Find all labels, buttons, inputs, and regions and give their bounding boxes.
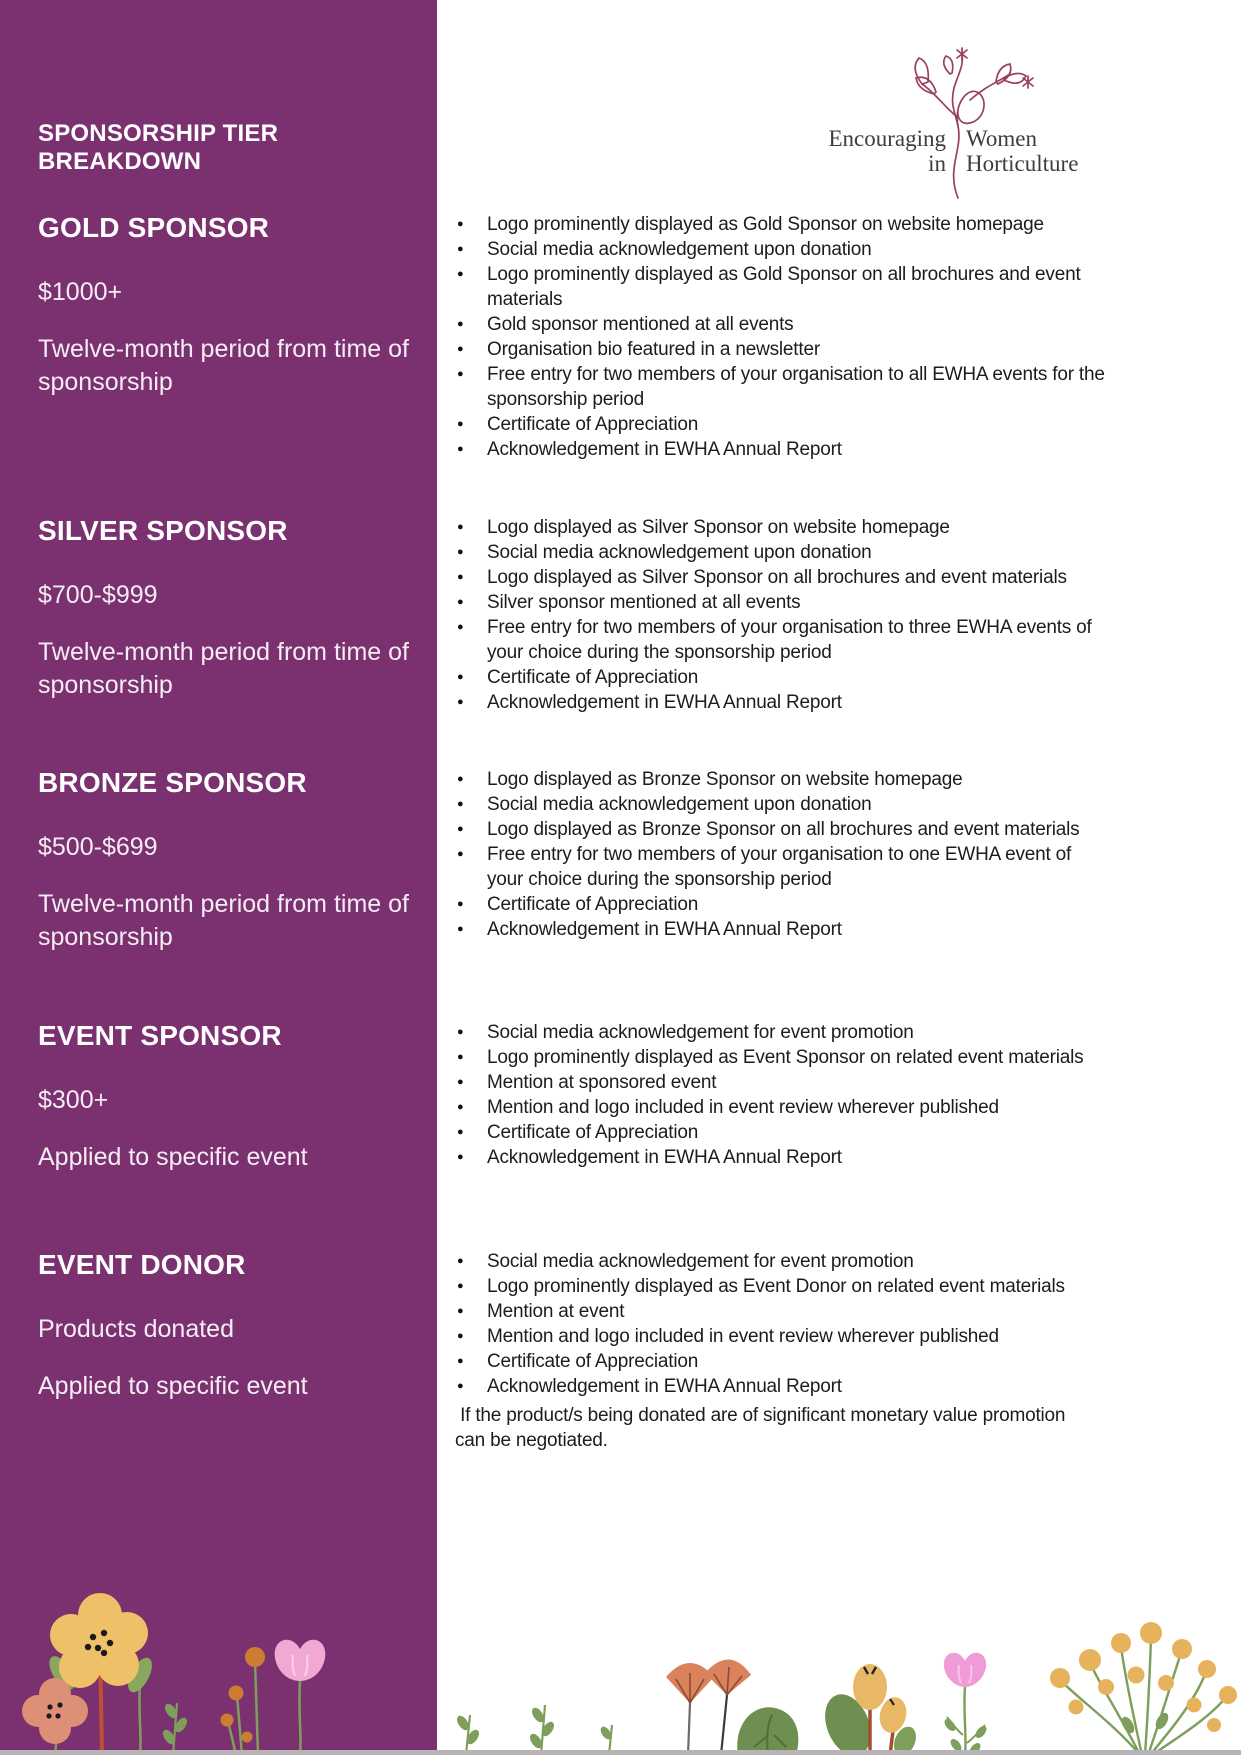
tier-duration: Twelve-month period from time of sponsorship: [38, 638, 409, 699]
tier-price: $500-$699: [38, 833, 158, 861]
tier-event-sponsor-left: [38, 1018, 413, 1198]
benefit-item: ● Social media acknowledgement upon donation: [455, 540, 1105, 565]
benefit-item: ● Certificate of Appreciation: [455, 412, 1105, 437]
benefit-item: ● Social media acknowledgement for event promotion: [455, 1249, 1105, 1274]
page-bottom-edge: [0, 1750, 1241, 1755]
benefit-item: ● Certificate of Appreciation: [455, 665, 1105, 690]
benefit-item: ● Logo displayed as Bronze Sponsor on all brochures and event materials: [455, 817, 1105, 842]
logo-word-horticulture: Horticulture: [966, 151, 1079, 176]
yellow-tulips-icon: [817, 1664, 921, 1755]
tier-duration: Twelve-month period from time of sponsorship: [38, 335, 409, 396]
logo-word-encouraging: Encouraging: [828, 126, 946, 151]
tier-bronze-left: [38, 765, 413, 978]
benefit-item: ● Certificate of Appreciation: [455, 892, 1105, 917]
tier-benefits-list: [455, 767, 1105, 942]
page-title: SPONSORSHIP TIER BREAKDOWN: [38, 120, 279, 175]
tier-benefits-list: [455, 212, 1105, 462]
benefit-item: ● Gold sponsor mentioned at all events: [455, 312, 1105, 337]
tier-duration: Applied to specific event: [38, 1143, 308, 1171]
tier-heading: SILVER SPONSOR: [38, 515, 288, 546]
benefit-item: ● Logo prominently displayed as Gold Sponsor on website homepage: [455, 212, 1105, 237]
tier-benefits-list: [455, 1249, 1105, 1399]
ewha-logo: [800, 30, 1090, 200]
benefit-item: ● Mention and logo included in event review wherever published: [455, 1095, 1105, 1120]
tier-gold-left: [38, 210, 413, 423]
tier-duration: Twelve-month period from time of sponsorship: [38, 890, 409, 951]
benefit-item: ● Logo prominently displayed as Gold Sponsor on all brochures and event materials: [455, 262, 1105, 312]
tier-benefits-list: [455, 1020, 1105, 1170]
yellow-berry-bouquet-icon: [1050, 1622, 1237, 1755]
benefit-item: ● Logo displayed as Silver Sponsor on all brochures and event materials: [455, 565, 1105, 590]
tier-event-donor-left: [38, 1247, 413, 1427]
tier-benefits-list: [455, 515, 1105, 715]
benefit-item: ● Acknowledgement in EWHA Annual Report: [455, 1374, 1105, 1399]
benefit-item: ● Free entry for two members of your organisation to all EWHA events for the sponsorship period: [455, 362, 1105, 412]
benefit-item: ● Logo displayed as Silver Sponsor on website homepage: [455, 515, 1105, 540]
orange-pom-flowers-icon: [221, 1647, 266, 1755]
benefit-item: ● Free entry for two members of your organisation to one EWHA event of your choice during the sponsorship period: [455, 842, 1105, 892]
tier-price: $700-$999: [38, 581, 158, 609]
benefit-item: ● Organisation bio featured in a newsletter: [455, 337, 1105, 362]
tier-price: Products donated: [38, 1315, 234, 1343]
pink-tulip-icon: [275, 1640, 326, 1755]
salmon-flower-icon: [22, 1678, 88, 1755]
benefit-item: ● Acknowledgement in EWHA Annual Report: [455, 1145, 1105, 1170]
benefit-item: ● Mention and logo included in event review wherever published: [455, 1324, 1105, 1349]
tier-silver-left: [38, 513, 413, 726]
benefit-item: ● Social media acknowledgement for event promotion: [455, 1020, 1105, 1045]
monstera-leaf-icon: [737, 1707, 798, 1755]
logo-word-in: in: [928, 151, 946, 176]
benefit-item: ● Logo displayed as Bronze Sponsor on website homepage: [455, 767, 1105, 792]
tier-heading: EVENT SPONSOR: [38, 1020, 282, 1051]
benefit-item: ● Acknowledgement in EWHA Annual Report: [455, 917, 1105, 942]
benefit-item: ● Mention at sponsored event: [455, 1070, 1105, 1095]
benefit-item: ● Acknowledgement in EWHA Annual Report: [455, 690, 1105, 715]
footer-wildflowers-illustration: [0, 1575, 1241, 1755]
benefit-item: ● Mention at event: [455, 1299, 1105, 1324]
tier-price: $300+: [38, 1086, 109, 1114]
benefit-item: ● Acknowledgement in EWHA Annual Report: [455, 437, 1105, 462]
logo-word-women: Women: [966, 126, 1037, 151]
benefit-item: ● Social media acknowledgement upon donation: [455, 237, 1105, 262]
benefit-item: ● Social media acknowledgement upon donation: [455, 792, 1105, 817]
tier-heading: EVENT DONOR: [38, 1249, 246, 1280]
tier-price: $1000+: [38, 278, 123, 306]
tier-duration: Applied to specific event: [38, 1372, 308, 1400]
pink-tulip-leafy-icon: [942, 1653, 988, 1755]
benefit-item: ● Certificate of Appreciation: [455, 1349, 1105, 1374]
benefit-item: ● Logo prominently displayed as Event Sponsor on related event materials: [455, 1045, 1105, 1070]
tier-heading: GOLD SPONSOR: [38, 212, 270, 243]
benefit-item: ● Free entry for two members of your organisation to three EWHA events of your choice during the sponsorship period: [455, 615, 1105, 665]
benefit-item: ● Silver sponsor mentioned at all events: [455, 590, 1105, 615]
benefit-item: ● Certificate of Appreciation: [455, 1120, 1105, 1145]
benefit-item: ● Logo prominently displayed as Event Donor on related event materials: [455, 1274, 1105, 1299]
donor-note: If the product/s being donated are of significant monetary value promotion can be negotiated.: [455, 1405, 1071, 1451]
tier-heading: BRONZE SPONSOR: [38, 767, 307, 798]
